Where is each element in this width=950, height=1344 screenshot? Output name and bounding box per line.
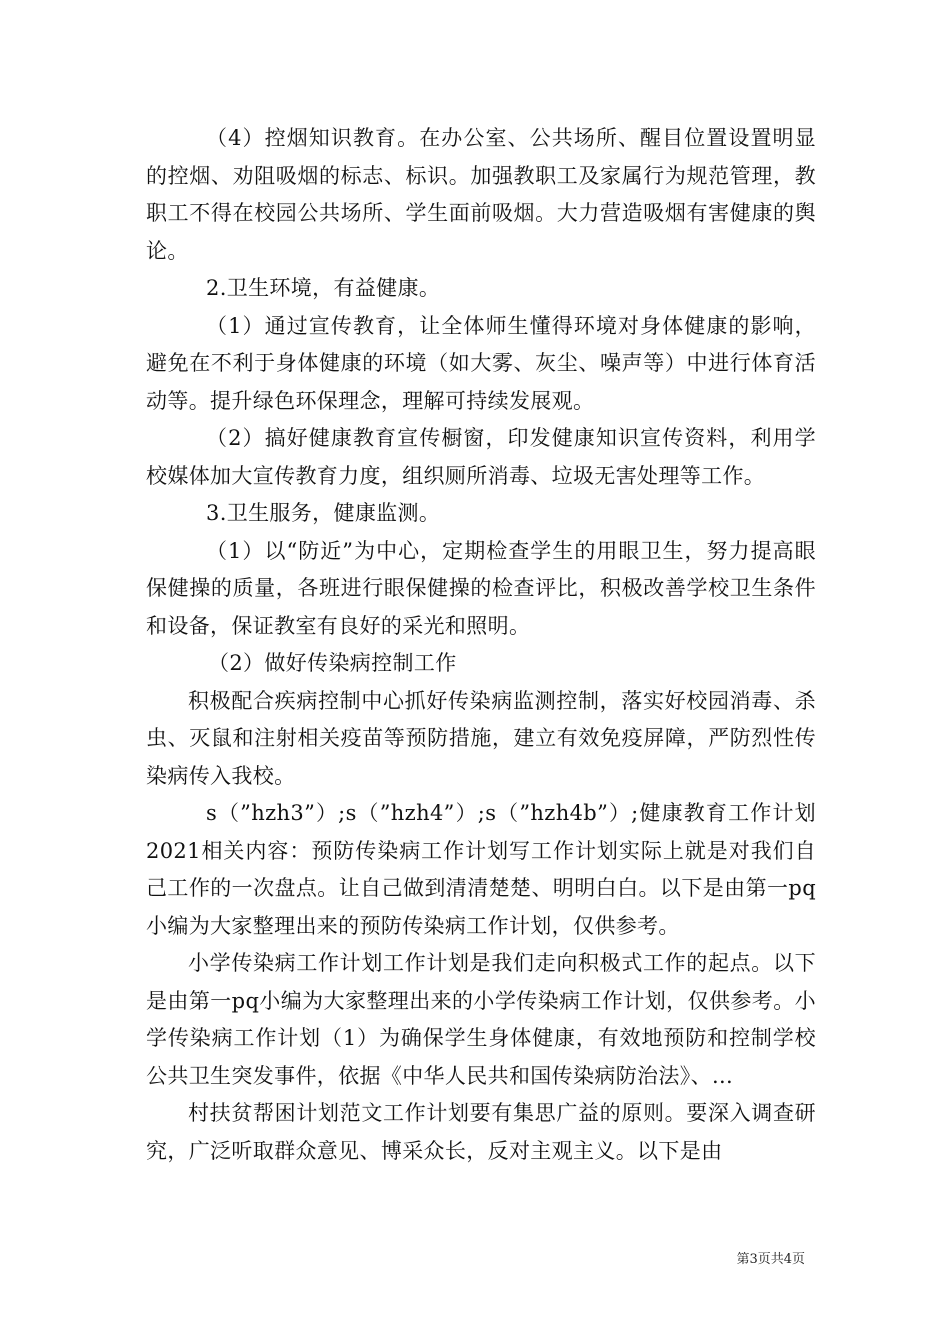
heading-hygiene-environment: 2.卫生环境，有益健康。 xyxy=(206,276,441,300)
paragraph-environment-2: （2）搞好健康教育宣传橱窗，印发健康知识宣传资料，利用学校媒体加大宣传教育力度，组织厕所消毒、垃圾无害处理等工作。 xyxy=(146,426,816,488)
page-number: 第3页共4页 xyxy=(736,1252,805,1267)
paragraph-disease-control-title: （2）做好传染病控制工作 xyxy=(208,651,457,675)
paragraph-eye-care: （1）以“防近”为中心，定期检查学生的用眼卫生，努力提高眼保健操的质量，各班进行眼保健操的检查评比，积极改善学校卫生条件和设备，保证教室有良好的采光和照明。 xyxy=(146,538,816,638)
paragraph-poverty-plan: 村扶贫帮困计划范文工作计划要有集思广益的原则。要深入调查研究，广泛听取群众意见、博采众长，反对主观主义。以下是由 xyxy=(146,1101,816,1163)
paragraph-tobacco-education: （4）控烟知识教育。在办公室、公共场所、醒目位置设置明显的控烟、劝阻吸烟的标志、标识。加强教职工及家属行为规范管理，教职工不得在校园公共场所、学生面前吸烟。大力营造吸烟有害健康的舆论。 xyxy=(146,126,816,263)
heading-health-service: 3.卫生服务，健康监测。 xyxy=(206,501,441,525)
paragraph-related-content: s（”hzh3”）;s（”hzh4”）;s（”hzh4b”）;健康教育工作计划2021相关内容：预防传染病工作计划写工作计划实际上就是对我们自己工作的一次盘点。让自己做到清清楚楚、明明白白。以下是由第一pq小编为大家整理出来的预防传染病工作计划，仅供参考。 xyxy=(146,801,816,938)
document-body xyxy=(146,120,816,1170)
paragraph-school-plan: 小学传染病工作计划工作计划是我们走向积极式工作的起点。以下是由第一pq小编为大家整理出来的小学传染病工作计划，仅供参考。小学传染病工作计划（1）为确保学生身体健康，有效地预防和控制学校公共卫生突发事件，依据《中华人民共和国传染病防治法》、... xyxy=(146,951,816,1088)
paragraph-disease-control: 积极配合疾病控制中心抓好传染病监测控制，落实好校园消毒、杀虫、灭鼠和注射相关疫苗等预防措施，建立有效免疫屏障，严防烈性传染病传入我校。 xyxy=(146,688,816,788)
paragraph-environment-1: （1）通过宣传教育，让全体师生懂得环境对身体健康的影响，避免在不利于身体健康的环境（如大雾、灰尘、噪声等）中进行体育活动等。提升绿色环保理念，理解可持续发展观。 xyxy=(146,313,816,413)
